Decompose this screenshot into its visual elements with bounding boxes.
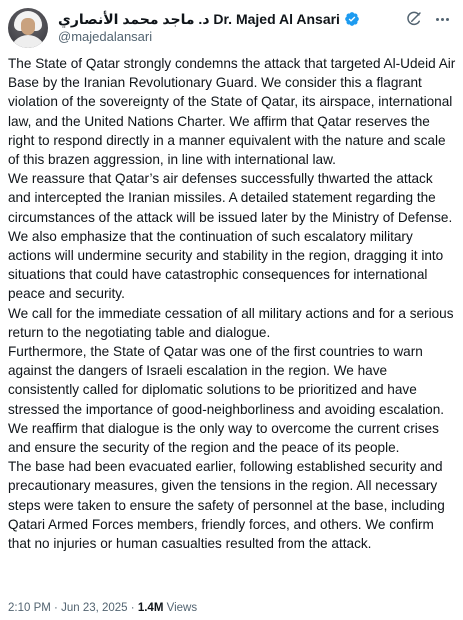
more-options-icon[interactable] — [433, 10, 451, 28]
tweet-paragraph: We reaffirm that dialogue is the only way to overcome the current crises and ensure the security of the region and the peace of its people. — [8, 420, 439, 456]
tweet-text — [8, 54, 458, 553]
views-label: Views — [166, 602, 198, 614]
tweet-date[interactable]: Jun 23, 2025 — [61, 602, 128, 614]
tweet-paragraph: We reassure that Qatar’s air defenses successfully thwarted the attack and intercepted the Iranian missiles. A detailed statement regarding the circumstances of the attack will be issued later by the Ministry of Defense. — [8, 171, 453, 225]
verified-badge-icon — [344, 11, 360, 27]
tweet-paragraph: The State of Qatar strongly condemns the attack that targeted Al-Udeid Air Base by the Iranian Revolutionary Guard. We consider this a flagrant violation of the sovereignty of the State of Qatar, its airspace, international law, and the United Nations Charter. We affirm that Qatar reserves the right to respond directly in a manner equivalent with the nature and scale of this brazen aggression, in line with international law. — [8, 56, 456, 168]
avatar[interactable] — [8, 8, 48, 48]
more-dot — [446, 18, 449, 21]
tweet-paragraph: We also emphasize that the continuation of such escalatory military actions will undermine security and stability in the region, dragging it into situations that could have catastrophic consequences for international peace and security. — [8, 228, 444, 302]
views-count[interactable]: 1.4M — [137, 602, 164, 614]
more-dot — [436, 18, 439, 21]
meta-separator: · — [54, 602, 58, 614]
tweet-header — [8, 8, 455, 48]
author-name-row — [58, 10, 360, 28]
tweet-meta — [8, 602, 197, 614]
tweet-paragraph: We call for the immediate cessation of all military actions and for a serious return to the negotiating table and dialogue. — [8, 305, 454, 340]
avatar-face — [21, 18, 35, 35]
meta-separator: · — [130, 602, 135, 614]
grok-icon[interactable] — [405, 10, 423, 28]
tweet-paragraph: The base had been evacuated earlier, following established security and precautionary measures, given the tensions in the region. All necessary steps were taken to ensure the safety of personnel at the base, including Qatari Armed Forces members, friendly forces, and others. We confirm that no injuries or human casualties resulted from the attack. — [8, 459, 445, 552]
author-display-name[interactable]: د. ماجد محمد الأنصاري Dr. Majed Al Ansari — [58, 10, 340, 27]
author-handle[interactable]: @majedalansari — [58, 29, 153, 44]
more-dot — [441, 18, 444, 21]
tweet-time[interactable]: 2:10 PM — [8, 602, 51, 614]
avatar-thobe — [10, 35, 46, 48]
tweet-paragraph: Furthermore, the State of Qatar was one of the first countries to warn against the dangers of Israeli escalation in the region. We have consistently called for diplomatic solutions to be prioritized and have stressed the importance of good-neighborliness and avoiding escalation. — [8, 344, 445, 417]
